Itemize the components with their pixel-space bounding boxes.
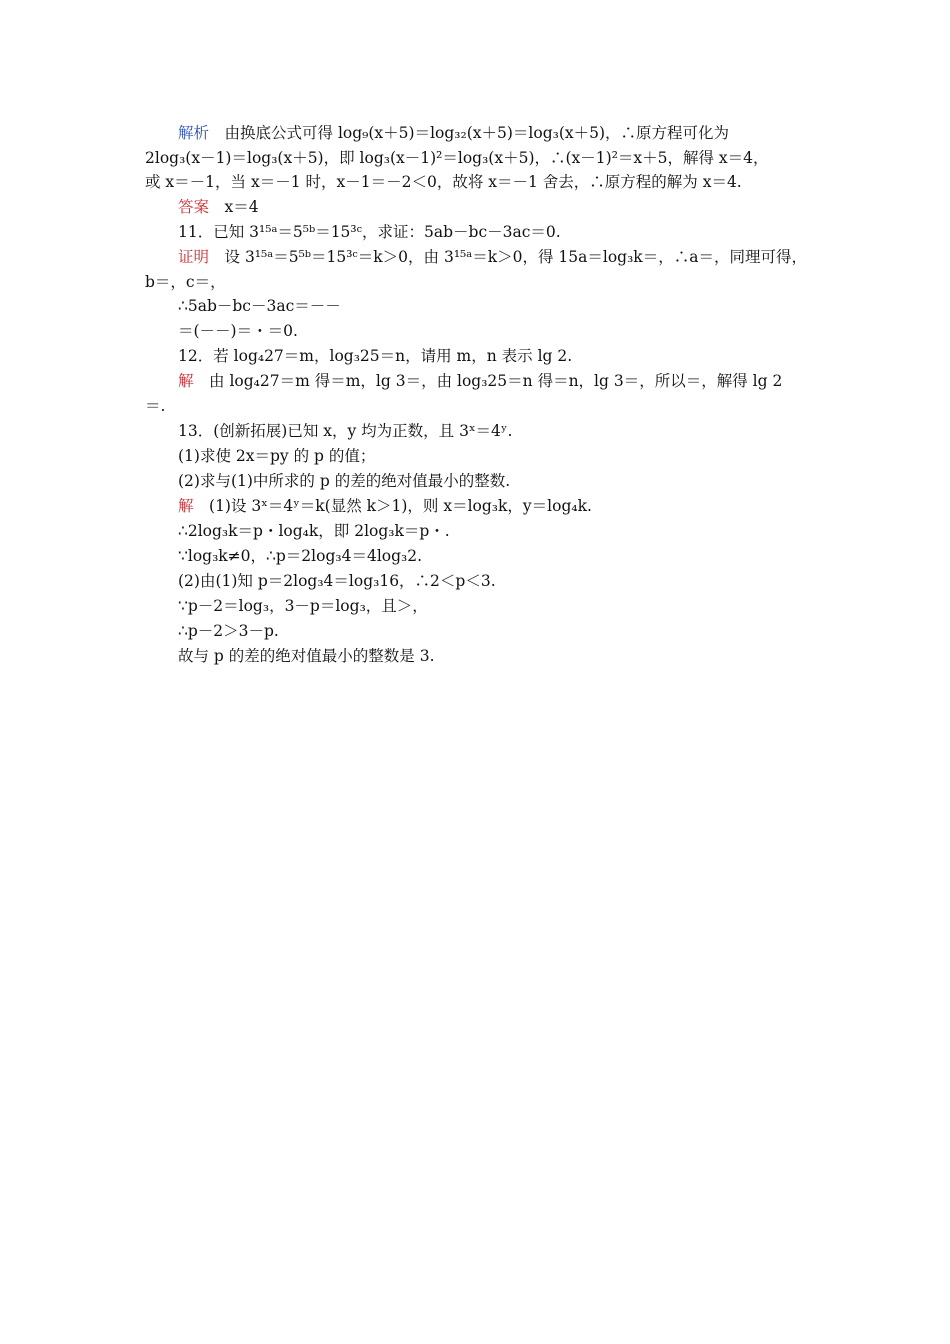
label-jie: 解	[178, 497, 194, 515]
line-22	[178, 646, 435, 666]
line-1	[178, 123, 729, 143]
line-text: 11．已知 3¹⁵ᵃ＝5⁵ᵇ＝15³ᶜ，求证：5ab－bc－3ac＝0.	[178, 223, 561, 241]
line-text: 由 log₄27＝m 得＝m，lg 3＝，由 log₃25＝n 得＝n，lg 3＝，所以＝，解得 lg 2	[193, 372, 783, 390]
line-text: ∴p－2＞3－p.	[178, 622, 279, 640]
line-text: ∴5ab－bc－3ac＝－－	[178, 297, 341, 315]
line-text: ∵log₃k≠0，∴p＝2log₃4＝4log₃2.	[178, 547, 423, 565]
line-6	[178, 247, 807, 267]
line-text: ＝(－－)＝・＝0.	[178, 322, 298, 340]
line-15	[178, 471, 510, 491]
line-text: 12．若 log₄27＝m，log₃25＝n，请用 m，n 表示 lg 2.	[178, 347, 573, 365]
line-20	[178, 596, 428, 616]
line-2	[145, 148, 769, 168]
label-daan: 答案	[178, 198, 210, 216]
line-text: x＝4	[209, 198, 259, 216]
line-21	[178, 621, 279, 641]
label-jiexi: 解析	[178, 124, 210, 142]
line-7	[145, 272, 226, 292]
line-12	[145, 396, 165, 416]
line-9	[178, 321, 298, 341]
line-text: 故与 p 的差的绝对值最小的整数是 3.	[178, 647, 435, 665]
label-zhengming: 证明	[178, 248, 210, 266]
line-text: ＝.	[145, 397, 166, 415]
line-text: 设 3¹⁵ᵃ＝5⁵ᵇ＝15³ᶜ＝k＞0，由 3¹⁵ᵃ＝k＞0，得 15a＝log₃k＝，∴a＝，同理可得，	[209, 248, 807, 266]
line-text: (1)设 3ˣ＝4ʸ＝k(显然 k＞1)，则 x＝log₃k，y＝log₄k.	[193, 497, 592, 515]
line-8	[178, 296, 341, 316]
line-13	[178, 421, 512, 441]
line-14	[178, 446, 375, 466]
line-text: 或 x＝－1，当 x＝－1 时，x－1＝－2＜0，故将 x＝－1 舍去，∴原方程的解为 x＝4.	[145, 173, 742, 191]
line-5	[178, 222, 561, 242]
line-text: 2log₃(x－1)＝log₃(x＋5)，即 log₃(x－1)²＝log₃(x＋5)，∴(x－1)²＝x＋5，解得 x＝4，	[145, 149, 769, 167]
line-text: (2)求与(1)中所求的 p 的差的绝对值最小的整数.	[178, 472, 511, 490]
line-text: (2)由(1)知 p＝2log₃4＝log₃16，∴2＜p＜3.	[178, 572, 496, 590]
line-4	[178, 197, 259, 217]
line-19	[178, 571, 496, 591]
line-3	[145, 172, 742, 192]
line-18	[178, 546, 422, 566]
line-text: b＝，c＝，	[145, 273, 226, 291]
line-11	[178, 371, 782, 391]
line-text: (1)求使 2x＝py 的 p 的值；	[178, 447, 376, 465]
label-jie: 解	[178, 372, 194, 390]
line-10	[178, 346, 572, 366]
line-text: ∵p－2＝log₃，3－p＝log₃，且＞，	[178, 597, 428, 615]
line-text: 由换底公式可得 log₉(x＋5)＝log₃₂(x＋5)＝log₃(x＋5)，∴原方程可化为	[209, 124, 730, 142]
line-text: 13．(创新拓展)已知 x，y 均为正数，且 3ˣ＝4ʸ.	[178, 422, 513, 440]
line-16	[178, 496, 592, 516]
line-17	[178, 521, 450, 541]
line-text: ∴2log₃k＝p・log₄k，即 2log₃k＝p・.	[178, 522, 450, 540]
